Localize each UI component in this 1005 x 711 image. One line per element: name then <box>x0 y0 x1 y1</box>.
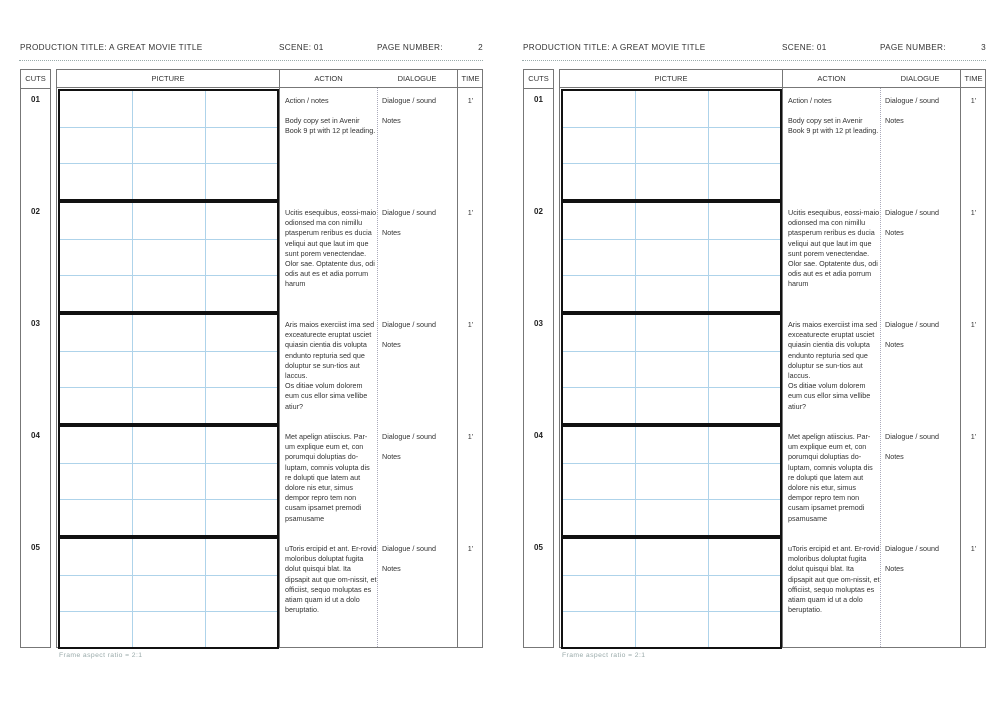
storyboard-table <box>56 69 483 648</box>
action-cell-04[interactable] <box>285 432 377 534</box>
action-cell-02[interactable] <box>285 208 377 300</box>
picture-frame[interactable] <box>58 89 279 201</box>
action-text: Body copy set in Avenir Book 9 pt with 12 pt leading. <box>285 116 376 136</box>
notes-text: Notes <box>382 116 401 126</box>
cut-number: 04 <box>31 431 40 440</box>
action-text: uToris ercipid et ant. Er-rovid moloribus doluptat fugita dolut quisqui blat. Ita dipsapit aut que om-nissit, et officiist, sequo moluptas es atiam quam id ut a dolo beruptatio. <box>285 544 377 615</box>
picture-frame[interactable] <box>561 425 782 537</box>
picture-frame[interactable] <box>561 313 782 425</box>
dialogue-text: Dialogue / sound <box>382 96 436 105</box>
dialogue-cell-03[interactable] <box>885 320 961 360</box>
time-header: TIME <box>960 70 986 88</box>
cuts-column <box>523 69 554 648</box>
notes-text: Notes <box>885 564 904 574</box>
action-cell-05[interactable] <box>788 544 880 625</box>
dialogue-text: Dialogue / sound <box>885 432 939 441</box>
picture-column-divider <box>279 88 280 647</box>
page-header <box>522 43 986 55</box>
action-cell-03[interactable] <box>788 320 880 422</box>
time-cell-04[interactable]: 1’ <box>970 432 977 441</box>
notes-text: Notes <box>382 228 401 238</box>
picture-column-divider <box>782 88 783 647</box>
action-text: Met apelign atiiscius. Par-um explique eum et, con porumqui doluptias do-luptam, comnis volupta dis re dolupti que latem aut dolore nis etur, simus dempor repro tem non cusam ipsamet premodi psamusame <box>788 432 873 523</box>
time-cell-05[interactable]: 1’ <box>970 544 977 553</box>
cut-number: 04 <box>534 431 543 440</box>
notes-text: Notes <box>382 564 401 574</box>
action-header: ACTION <box>314 74 343 83</box>
action-cell-04[interactable] <box>788 432 880 534</box>
page-number-label: PAGE NUMBER: <box>377 43 443 52</box>
action-cell-01[interactable] <box>788 96 880 147</box>
cut-number: 05 <box>534 543 543 552</box>
cuts-column <box>20 69 51 648</box>
storyboard-page-right <box>522 0 992 711</box>
scene-label: SCENE: 01 <box>782 43 827 52</box>
picture-frame[interactable] <box>58 537 279 649</box>
storyboard-table <box>559 69 986 648</box>
action-text: Os ditiae volum dolorem eum cus ellor sima vellibe atiur? <box>285 381 368 411</box>
action-text: Action / notes <box>788 96 832 105</box>
cut-number: 03 <box>31 319 40 328</box>
picture-frame[interactable] <box>561 201 782 313</box>
dialogue-text: Dialogue / sound <box>885 208 939 217</box>
dialogue-cell-02[interactable] <box>382 208 458 248</box>
page-header <box>19 43 483 55</box>
action-text: Body copy set in Avenir Book 9 pt with 12 pt leading. <box>788 116 879 136</box>
frame-aspect-note: Frame aspect ratio = 2:1 <box>59 652 143 659</box>
dialogue-header: DIALOGUE <box>900 74 940 83</box>
dialogue-cell-05[interactable] <box>885 544 961 584</box>
dialogue-cell-03[interactable] <box>382 320 458 360</box>
action-text: Aris maios exerciist ima sed exceaturecte eruptat usciet quiasin cientia dis volupta endunto repturia sed que doluptur se sun-tios aut laccus. <box>285 320 375 381</box>
cuts-header: CUTS <box>524 70 553 89</box>
action-text: Ucitis esequibus, eossi-maio odionsed ma con nimillu ptasperum reribus es ducia veliqui aut que laut im que sunt porem venectendae. Olor sae. Optatente dus, odi odis aut es et adia porrum harum <box>285 208 377 289</box>
picture-header: PICTURE <box>57 70 280 88</box>
dialogue-text: Dialogue / sound <box>382 208 436 217</box>
dialogue-column-divider <box>377 88 378 647</box>
action-cell-03[interactable] <box>285 320 377 422</box>
dialogue-cell-04[interactable] <box>885 432 961 472</box>
production-title: PRODUCTION TITLE: A GREAT MOVIE TITLE <box>523 43 706 52</box>
time-cell-02[interactable]: 1’ <box>970 208 977 217</box>
action-cell-02[interactable] <box>788 208 880 300</box>
dialogue-cell-05[interactable] <box>382 544 458 584</box>
scene-label: SCENE: 01 <box>279 43 324 52</box>
cuts-header: CUTS <box>21 70 50 89</box>
picture-header: PICTURE <box>560 70 783 88</box>
time-cell-03[interactable]: 1’ <box>970 320 977 329</box>
notes-text: Notes <box>382 452 401 462</box>
action-text: Aris maios exerciist ima sed exceaturecte eruptat usciet quiasin cientia dis volupta endunto repturia sed que doluptur se sun-tios aut laccus. <box>788 320 878 381</box>
picture-frame[interactable] <box>58 313 279 425</box>
frame-aspect-note: Frame aspect ratio = 2:1 <box>562 652 646 659</box>
notes-text: Notes <box>885 228 904 238</box>
action-text: Met apelign atiiscius. Par-um explique eum et, con porumqui doluptias do-luptam, comnis volupta dis re dolupti que latem aut dolore nis etur, simus dempor repro tem non cusam ipsamet premodi psamusame <box>285 432 370 523</box>
cut-number: 02 <box>31 207 40 216</box>
notes-text: Notes <box>885 116 904 126</box>
action-text: uToris ercipid et ant. Er-rovid moloribus doluptat fugita dolut quisqui blat. Ita dipsapit aut que om-nissit, et officiist, sequo moluptas es atiam quam id ut a dolo beruptatio. <box>788 544 880 615</box>
cut-number: 01 <box>31 95 40 104</box>
dialogue-text: Dialogue / sound <box>382 432 436 441</box>
action-cell-05[interactable] <box>285 544 377 625</box>
dialogue-cell-02[interactable] <box>885 208 961 248</box>
notes-text: Notes <box>885 452 904 462</box>
picture-frame[interactable] <box>58 201 279 313</box>
action-text: Ucitis esequibus, eossi-maio odionsed ma con nimillu ptasperum reribus es ducia veliqui aut que laut im que sunt porem venectendae. Olor sae. Optatente dus, odi odis aut es et adia porrum harum <box>788 208 880 289</box>
dialogue-text: Dialogue / sound <box>885 544 939 553</box>
picture-frame[interactable] <box>561 89 782 201</box>
action-text: Action / notes <box>285 96 329 105</box>
time-cell-02[interactable]: 1’ <box>467 208 474 217</box>
dialogue-text: Dialogue / sound <box>885 320 939 329</box>
action-text: Os ditiae volum dolorem eum cus ellor sima vellibe atiur? <box>788 381 871 411</box>
dialogue-column-divider <box>880 88 881 647</box>
action-header: ACTION <box>817 74 846 83</box>
storyboard-page-left <box>19 0 489 711</box>
notes-text: Notes <box>382 340 401 350</box>
picture-frame[interactable] <box>58 425 279 537</box>
dialogue-text: Dialogue / sound <box>885 96 939 105</box>
table-header-row <box>57 70 482 88</box>
time-cell-04[interactable]: 1’ <box>467 432 474 441</box>
dialogue-cell-01[interactable] <box>382 96 458 136</box>
production-title: PRODUCTION TITLE: A GREAT MOVIE TITLE <box>20 43 203 52</box>
table-header-row <box>560 70 985 88</box>
dialogue-text: Dialogue / sound <box>382 320 436 329</box>
page-number: 3 <box>981 43 986 52</box>
dialogue-text: Dialogue / sound <box>382 544 436 553</box>
cut-number: 02 <box>534 207 543 216</box>
time-cell-01[interactable]: 1’ <box>970 96 977 105</box>
time-cell-05[interactable]: 1’ <box>467 544 474 553</box>
page-number-label: PAGE NUMBER: <box>880 43 946 52</box>
page-number: 2 <box>478 43 483 52</box>
notes-text: Notes <box>885 340 904 350</box>
dialogue-cell-04[interactable] <box>382 432 458 472</box>
header-divider <box>19 60 483 61</box>
dialogue-header: DIALOGUE <box>397 74 437 83</box>
time-cell-01[interactable]: 1’ <box>467 96 474 105</box>
action-cell-01[interactable] <box>285 96 377 147</box>
cut-number: 03 <box>534 319 543 328</box>
header-divider <box>522 60 986 61</box>
time-cell-03[interactable]: 1’ <box>467 320 474 329</box>
picture-frame[interactable] <box>561 537 782 649</box>
cut-number: 01 <box>534 95 543 104</box>
cut-number: 05 <box>31 543 40 552</box>
dialogue-cell-01[interactable] <box>885 96 961 136</box>
time-header: TIME <box>457 70 483 88</box>
